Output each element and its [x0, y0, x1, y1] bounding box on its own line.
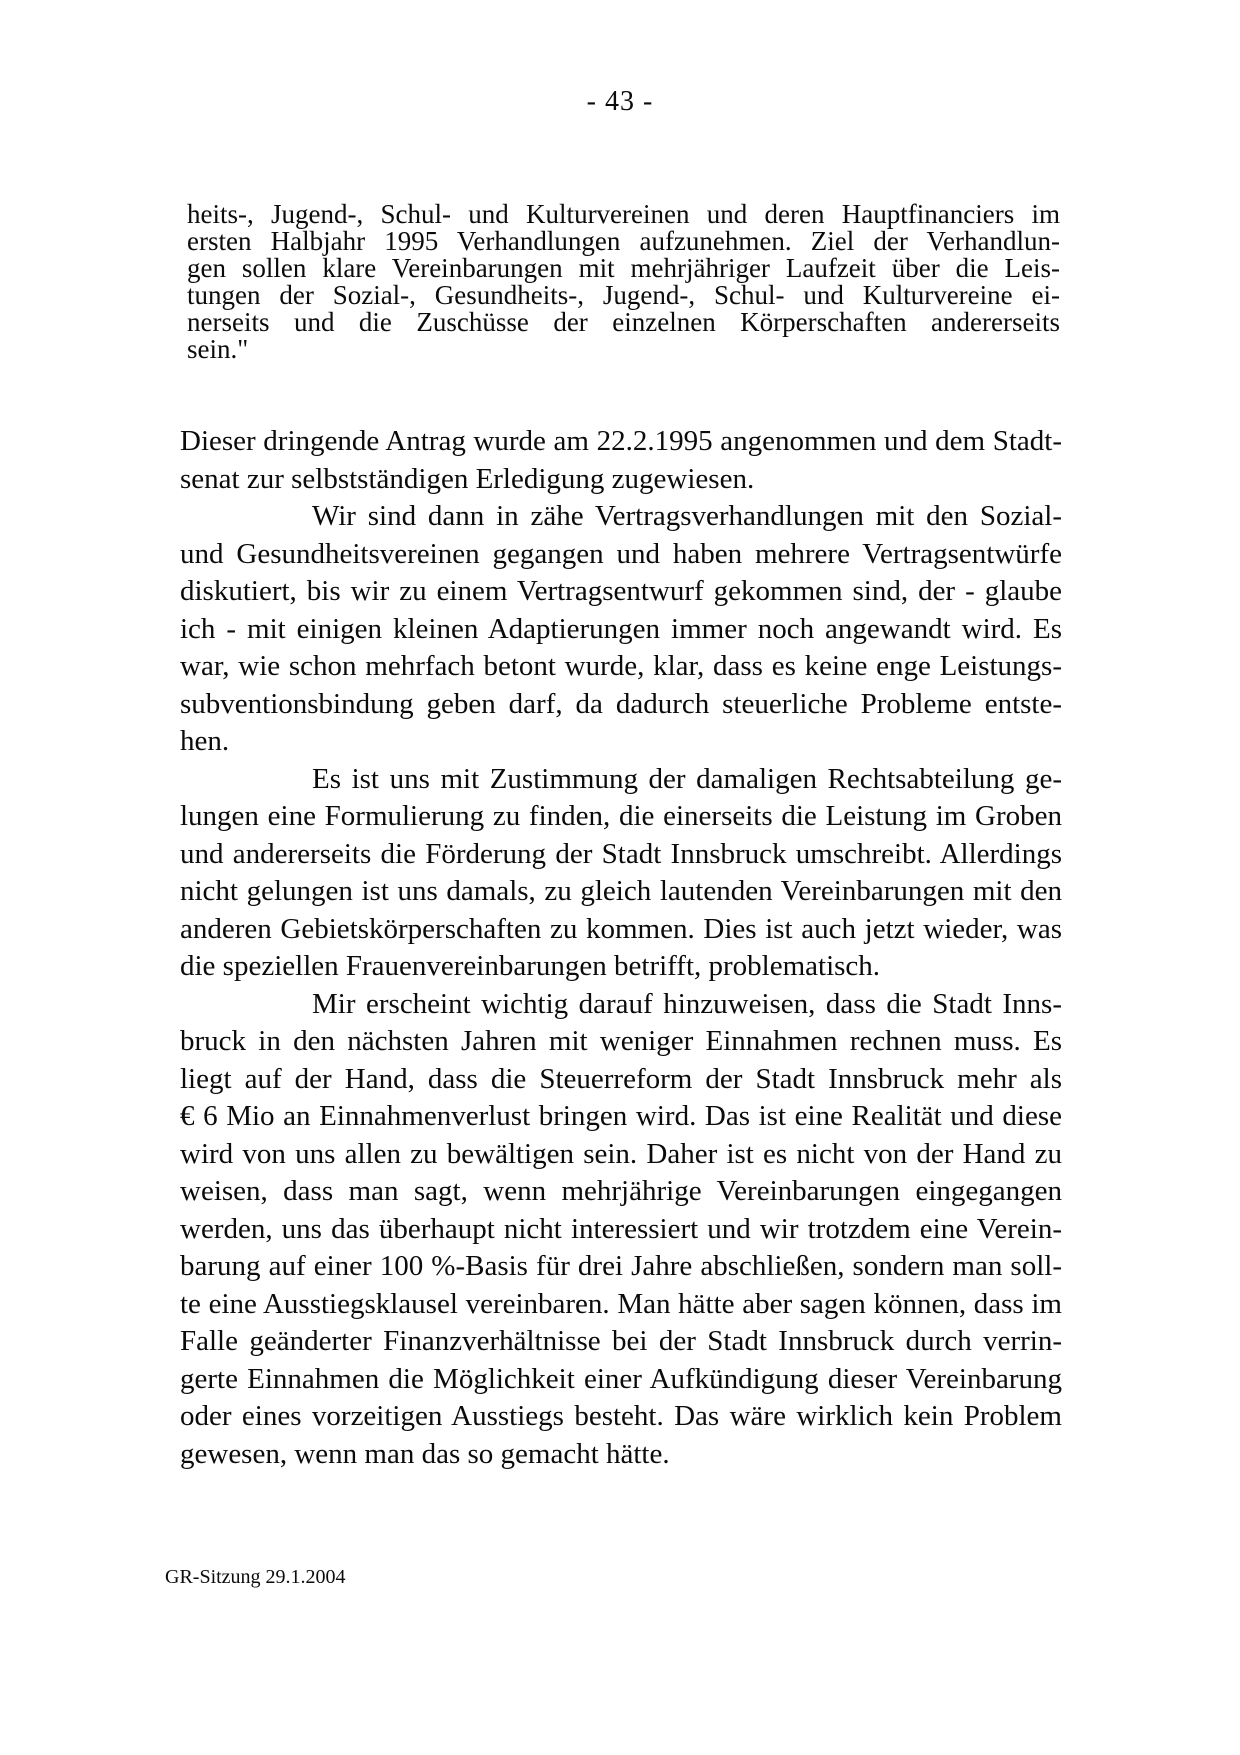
- text-line: hen.: [180, 725, 230, 757]
- text-line: Wir sind dann in zähe Vertragsverhandlungen mit den Sozial-: [312, 500, 1062, 532]
- text-line: Es ist uns mit Zustimmung der damaligen Rechtsabteilung ge-: [312, 762, 1062, 795]
- text-line: te eine Ausstiegsklausel vereinbaren. Man hätte aber sagen können, dass im: [180, 1287, 1062, 1320]
- text-line: tungen der Sozial-, Gesundheits-, Jugend-, Schul- und Kulturvereine ei-: [187, 280, 1060, 310]
- text-line: gen sollen klare Vereinbarungen mit mehrjähriger Laufzeit über die Leis-: [187, 253, 1060, 283]
- text-line: gewesen, wenn man das so gemacht hätte.: [180, 1437, 670, 1470]
- text-line: Falle geänderter Finanzverhältnisse bei der Stadt Innsbruck durch verrin-: [180, 1325, 1062, 1357]
- text-line: barung auf einer 100 %-Basis für drei Jahre abschließen, sondern man soll-: [180, 1250, 1062, 1282]
- text-line: wird von uns allen zu bewältigen sein. Daher ist es nicht von der Hand zu: [180, 1137, 1062, 1170]
- text-line: bruck in den nächsten Jahren mit weniger Einnahmen rechnen muss. Es: [180, 1025, 1062, 1057]
- text-line: senat zur selbstständigen Erledigung zugewiesen.: [180, 462, 755, 495]
- body-text: [180, 423, 1062, 1473]
- text-line: € 6 Mio an Einnahmenverlust bringen wird. Das ist eine Realität und diese: [180, 1100, 1062, 1132]
- text-line: nicht gelungen ist uns damals, zu gleich lautenden Vereinbarungen mit den: [180, 875, 1062, 907]
- text-line: subventionsbindung geben darf, da dadurch steuerliche Probleme entste-: [180, 687, 1062, 720]
- text-line: heits-, Jugend-, Schul- und Kulturvereinen und deren Hauptfinanciers im: [187, 199, 1060, 229]
- text-line: weisen, dass man sagt, wenn mehrjährige Vereinbarungen eingegangen: [180, 1175, 1062, 1207]
- paragraph: [180, 498, 1062, 761]
- paragraph: [180, 423, 1062, 498]
- text-line: werden, uns das überhaupt nicht interessiert und wir trotzdem eine Verein-: [180, 1212, 1062, 1245]
- text-line: oder eines vorzeitigen Ausstiegs besteht. Das wäre wirklich kein Problem: [180, 1400, 1062, 1432]
- text-line: und andererseits die Förderung der Stadt Innsbruck umschreibt. Allerdings: [180, 837, 1062, 870]
- text-line: nerseits und die Zuschüsse der einzelnen Körperschaften andererseits: [187, 307, 1060, 337]
- text-line: lungen eine Formulierung zu finden, die einerseits die Leistung im Groben: [180, 800, 1062, 832]
- text-line: ich - mit einigen kleinen Adaptierungen immer noch angewandt wird. Es: [180, 612, 1062, 645]
- text-line: ersten Halbjahr 1995 Verhandlungen aufzunehmen. Ziel der Verhandlun-: [187, 226, 1060, 256]
- text-line: sein.": [187, 334, 249, 364]
- page-number: - 43 -: [586, 86, 654, 117]
- block-quote: [187, 201, 1060, 363]
- text-line: war, wie schon mehrfach betont wurde, klar, dass es keine enge Leistungs-: [180, 650, 1062, 682]
- text-line: die speziellen Frauenvereinbarungen betrifft, problematisch.: [180, 950, 881, 982]
- paragraph: [180, 761, 1062, 986]
- text-line: liegt auf der Hand, dass die Steuerreform der Stadt Innsbruck mehr als: [180, 1062, 1062, 1095]
- text-line: Dieser dringende Antrag wurde am 22.2.1995 angenommen und dem Stadt-: [180, 425, 1062, 457]
- text-line: und Gesundheitsvereinen gegangen und haben mehrere Vertragsentwürfe: [180, 537, 1062, 570]
- text-line: Mir erscheint wichtig darauf hinzuweisen, dass die Stadt Inns-: [312, 987, 1062, 1020]
- footer-session-label: GR-Sitzung 29.1.2004: [165, 1566, 346, 1588]
- text-line: anderen Gebietskörperschaften zu kommen. Dies ist auch jetzt wieder, was: [180, 912, 1062, 945]
- text-line: gerte Einnahmen die Möglichkeit einer Aufkündigung dieser Vereinbarung: [180, 1362, 1062, 1395]
- text-line: diskutiert, bis wir zu einem Vertragsentwurf gekommen sind, der - glaube: [180, 575, 1062, 607]
- paragraph: [180, 986, 1062, 1474]
